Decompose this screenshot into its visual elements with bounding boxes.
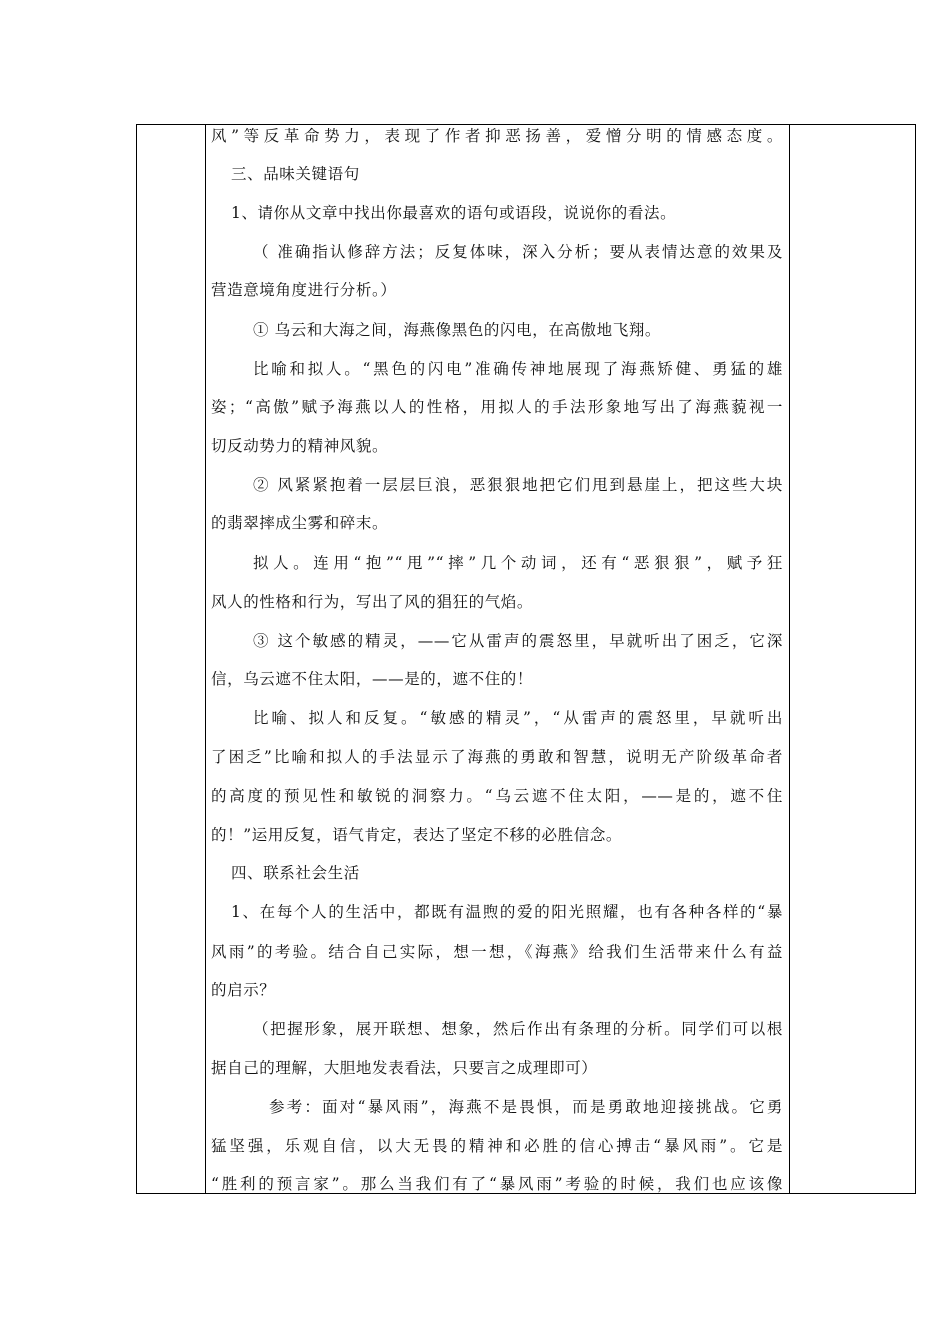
text-line: 姿；“高傲”赋予海燕以人的性格，用拟人的手法形象地写出了海燕藐视一 — [211, 398, 783, 416]
text-line: （把握形象，展开联想、想象，然后作出有条理的分析。同学们可以根 — [253, 1020, 783, 1038]
section-heading: 三、品味关键语句 — [231, 165, 360, 183]
table-column-divider-left — [205, 125, 206, 1193]
text-line: 信，乌云遮不住太阳，——是的，遮不住的！ — [211, 670, 534, 688]
text-line: 的！”运用反复，语气肯定，表达了坚定不移的必胜信念。 — [211, 826, 623, 844]
text-line: 参考：面对“暴风雨”，海燕不是畏惧，而是勇敢地迎接挑战。它勇 — [269, 1098, 783, 1116]
text-line: ② 风紧紧抱着一层层巨浪，恶狠狠地把它们甩到悬崖上，把这些大块 — [253, 476, 783, 494]
text-line: （ 准确指认修辞方法；反复体味，深入分析；要从表情达意的效果及 — [253, 243, 783, 261]
text-line: 的启示？ — [211, 981, 276, 999]
text-line: 营造意境角度进行分析。） — [211, 281, 397, 299]
text-line: ③ 这个敏感的精灵，——它从雷声的震怒里，早就听出了困乏，它深 — [253, 632, 783, 650]
question-line: 1、请你从文章中找出你最喜欢的语句或语段，说说你的看法。 — [231, 204, 677, 222]
text-line: 的翡翠摔成尘雾和碎末。 — [211, 514, 389, 532]
text-line: 拟人。连用“抱”“甩”“摔”几个动词，还有“恶狠狠”，赋予狂 — [253, 554, 783, 572]
text-line: 切反动势力的精神风貌。 — [211, 437, 389, 455]
text-line: 了困乏”比喻和拟人的手法显示了海燕的勇敢和智慧，说明无产阶级革命者 — [211, 748, 783, 766]
text-line: 猛坚强，乐观自信，以大无畏的精神和必胜的信心搏击“暴风雨”。它是 — [211, 1137, 783, 1155]
text-line: 风”等反革命势力，表现了作者抑恶扬善，爱憎分明的情感态度。 — [211, 127, 783, 145]
text-line: 风雨”的考验。结合自己实际，想一想，《海燕》给我们生活带来什么有益 — [211, 943, 783, 961]
table-column-divider-right — [789, 125, 790, 1193]
text-line: 风人的性格和行为，写出了风的猖狂的气焰。 — [211, 593, 534, 611]
text-line: ① 乌云和大海之间，海燕像黑色的闪电，在高傲地飞翔。 — [253, 321, 662, 339]
text-line: “胜利的预言家”。那么当我们有了“暴风雨”考验的时候，我们也应该像 — [211, 1175, 783, 1193]
text-line: 据自己的理解，大胆地发表看法，只要言之成理即可） — [211, 1059, 598, 1077]
text-line: 比喻、拟人和反复。“敏感的精灵”，“从雷声的震怒里，早就听出 — [253, 709, 783, 727]
text-line: 的高度的预见性和敏锐的洞察力。“乌云遮不住太阳，——是的，遮不住 — [211, 787, 783, 805]
question-line: 1、在每个人的生活中，都既有温煦的爱的阳光照耀，也有各种各样的“暴 — [231, 903, 783, 921]
section-heading: 四、联系社会生活 — [231, 864, 360, 882]
text-line: 比喻和拟人。“黑色的闪电”准确传神地展现了海燕矫健、勇猛的雄 — [253, 360, 783, 378]
